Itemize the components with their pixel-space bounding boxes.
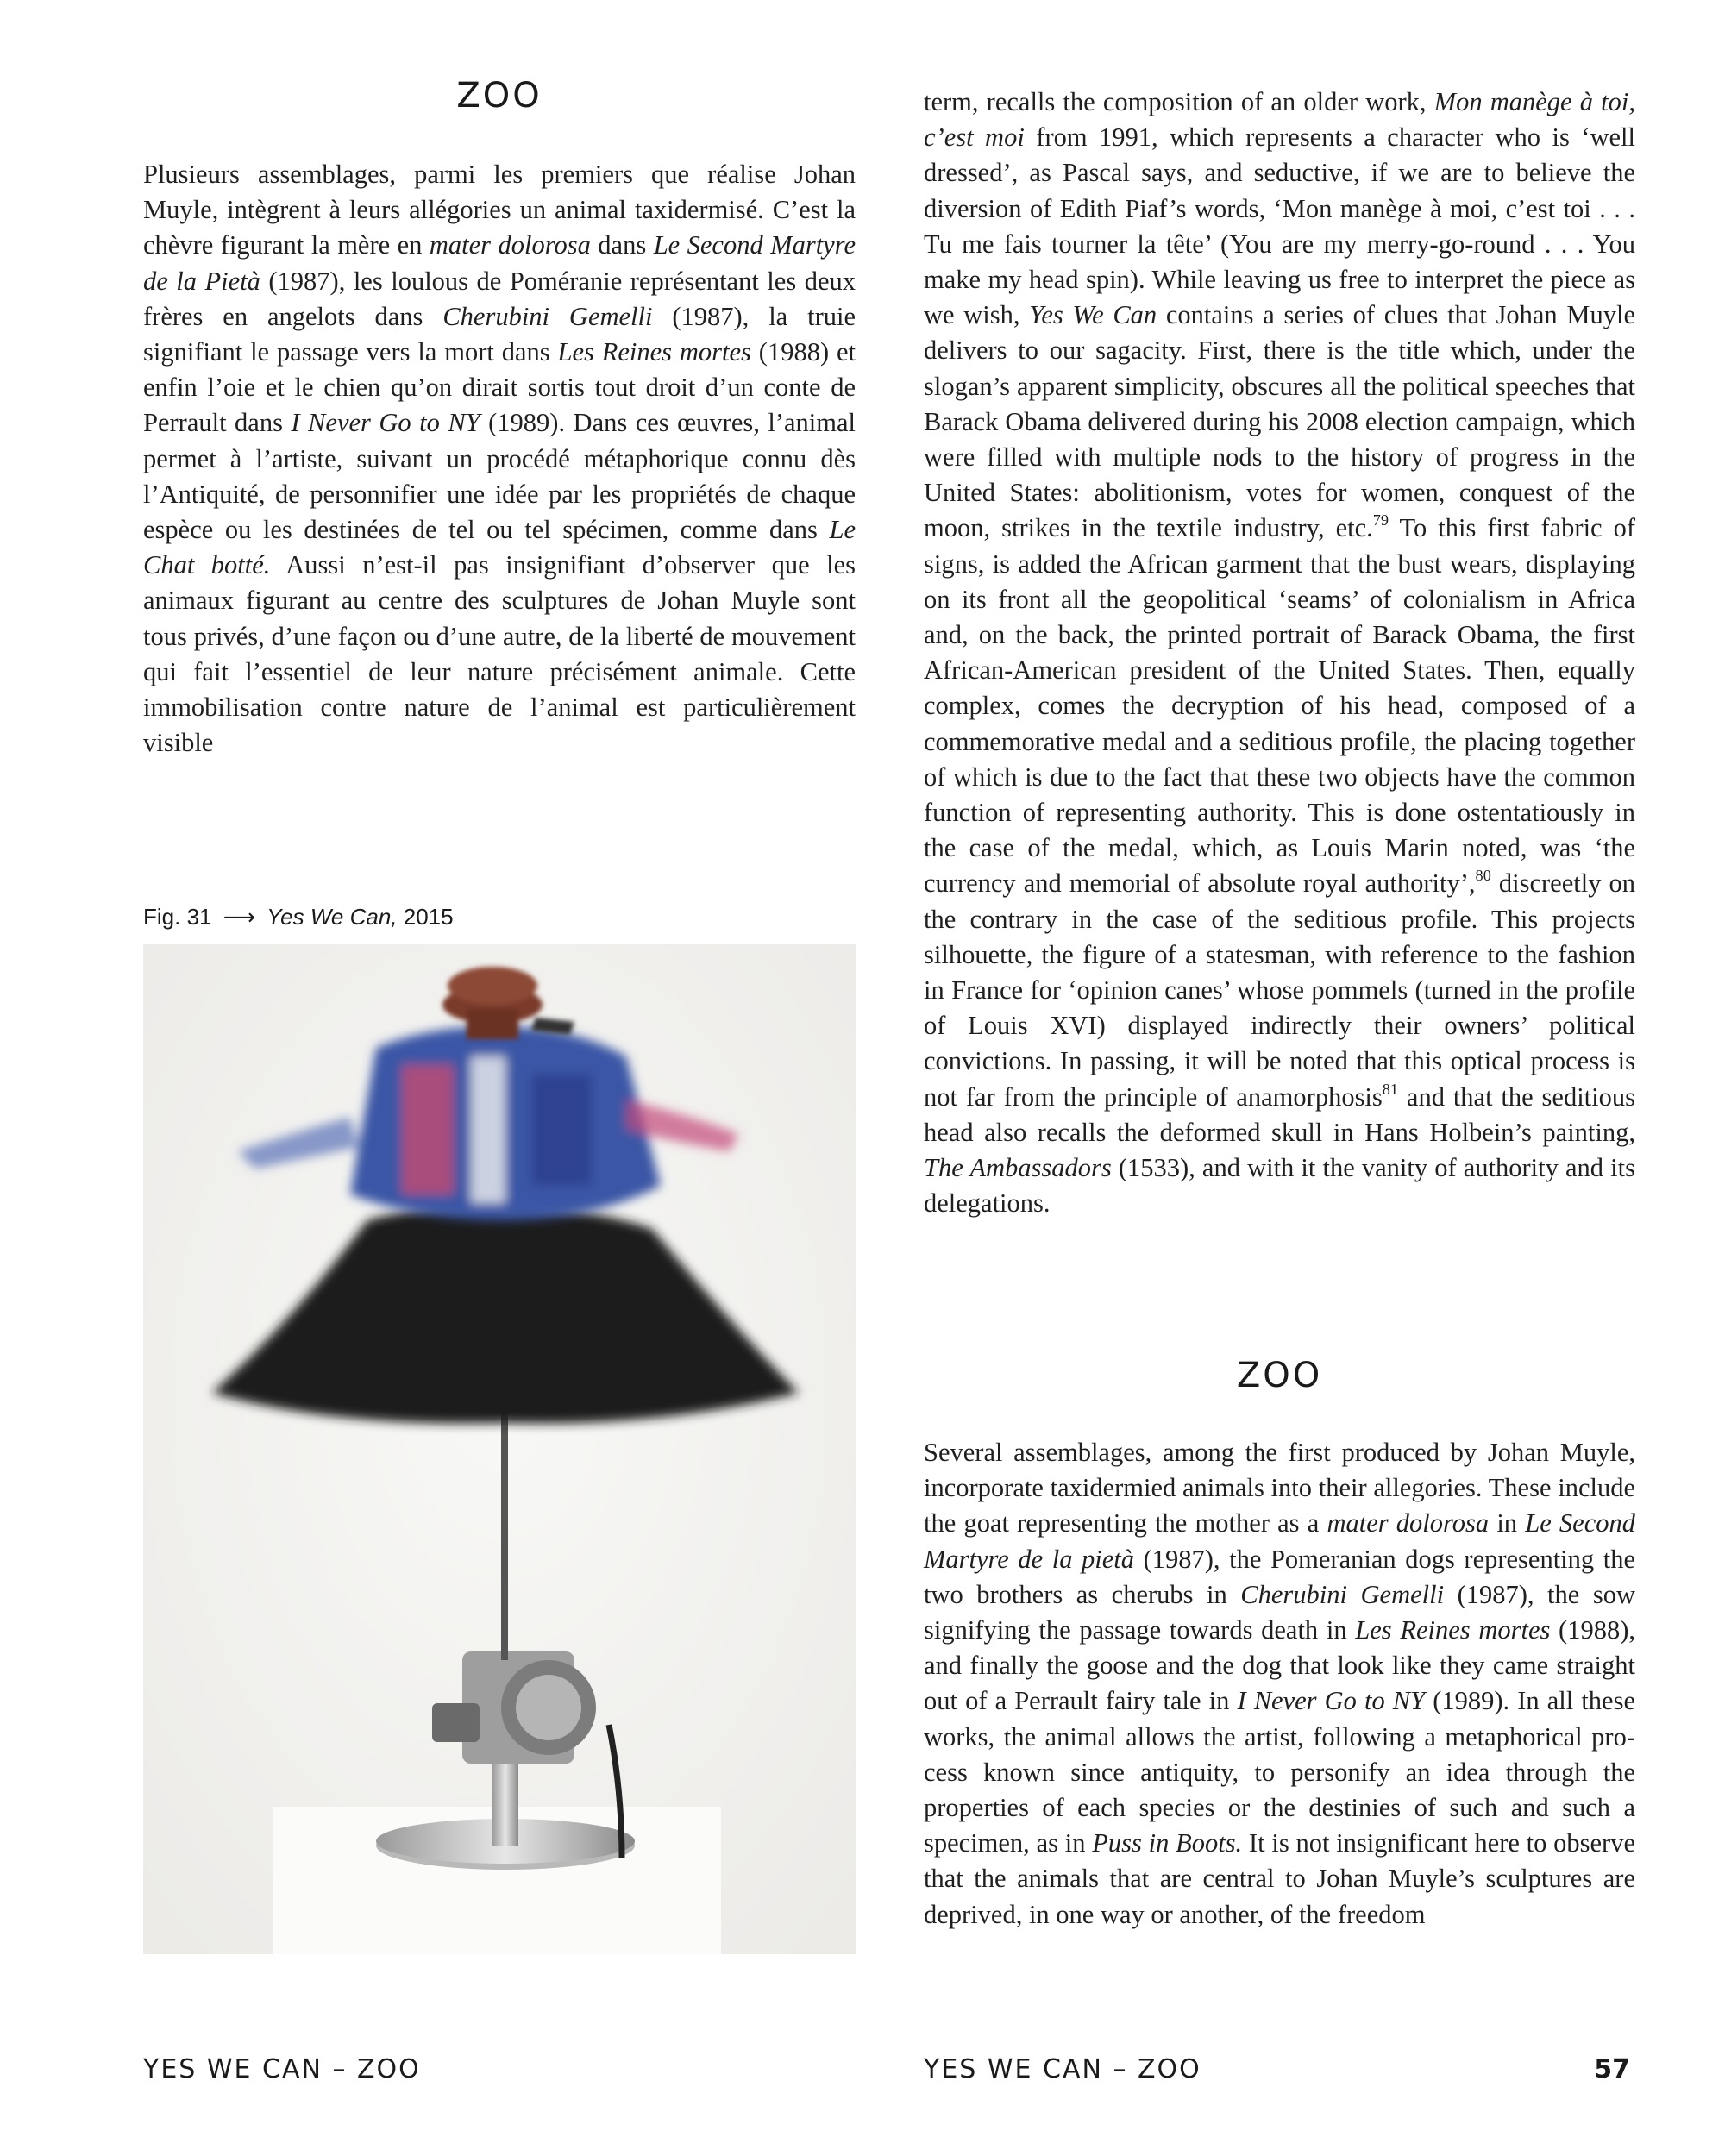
italic-title: Le Second Martyre de la Pietà (143, 230, 856, 296)
italic-title: I Never Go to NY (291, 408, 480, 438)
italic-title: mater dolorosa (429, 230, 591, 260)
italic-title: Le Chat botté. (143, 515, 856, 580)
right-body-text-zoo: Several assemblages, among the first produced by Johan Muyle, incorporate taxidermied animals into their allegories. These include the goat representing the mother as a mater dolorosa in Le Second Martyre de la pietà (1987), the Pomeranian dogs representing the two brothers as cherubs in Cherubini Gemelli (1987), the sow signifying the passage towards death in Les Reines mortes (1988), and finally the goose and the dog that look like they came straight out of a Perrault fairy tale in I Never Go to NY (1989). In all these works, the animal allows the artist, following a metaphorical process known since antiquity, to personify an idea through the properties of each species or the destinies of such and such a specimen, as in Puss in Boots. It is not insignificant here to observe that the animals that are central to Johan Muyle’s sculptures are deprived, in one way or another, of the freedom (924, 1438, 1635, 1929)
italic-title: Mon manège à toi, c’est moi (924, 87, 1635, 153)
italic-title: Le Second Martyre de la pietà (924, 1508, 1635, 1574)
italic-title: Puss in Boots. (1092, 1828, 1243, 1858)
figure-year: 2015 (403, 904, 454, 930)
footer-left-running-title: YES WE CAN – ZOO (143, 2054, 421, 2084)
footer-right-running-title: YES WE CAN – ZOO (924, 2054, 1201, 2084)
footnote-marker: 80 (1475, 867, 1491, 885)
right-body-text-continued: term, recalls the composition of an older work, Mon manège à toi, c’est moi from 1991, which represents a character who is ‘well dressed’, as Pascal says, and seductive, if we are to believe the diversion of Edith Piaf’s words, ‘Mon manège à moi, c’est toi . . . Tu me fais tourner la tête’ (You are my merry-go-round . . . You make my head spin). While leaving us free to interpret the piece as we wish, Yes We Can contains a series of clues that Johan Muyle delivers to our sagacity. First, there is the title which, under the slogan’s apparent simplicity, obscures all the political speeches that Barack Obama delivered during his 2008 election campaign, which were filled with multiple nods to the history of progress in the United States: abolitionism, votes for women, conquest of the moon, strikes in the textile industry, etc.$^{79}$ To this first fabric of signs, is added the African garment that the bust wears, displaying on its front all the geopolitical ‘seams’ of colonialism in Africa and, on the back, the printed portrait of Barack Obama, the first African-American president of the United States. Then, equally complex, comes the decryption of his head, composed of a commemorative medal and a seditious profile, the placing together of which is due to the fact that these two objects have the common function of representing authority. This is done ostentatiously in the case of the medal, which, as Louis Marin noted, was ‘the currency and memorial of absolute royal authority’,$^{80}$ discreetly on the contrary in the case of the seditious profile. This projects silhouette, the figure of a statesman, with reference to the fashion in France for ‘opinion canes’ whose pommels (turned in the profile of Louis XVI) displayed indirectly their owners’ political convictions. In passing, it will be noted that this optical process is not far from the principle of anamorphosis$^{81}$ and that the seditious head also recalls the deformed skull in Hans Holbein’s painting, The Ambassadors (1533), and with it the vanity of authority and its delegations. (924, 87, 1636, 1219)
italic-title: Les Reines mortes (1355, 1615, 1551, 1645)
italic-title: The Ambassadors (924, 1153, 1112, 1183)
page-number: 57 (1594, 2054, 1630, 2084)
italic-title: I Never Go to NY (1237, 1686, 1426, 1716)
left-body-text: Plusieurs assemblages, parmi les premiers que réalise Johan Muyle, intègrent à leurs allégories un animal taxidermisé. C’est la chèvre figurant la mère en mater dolorosa dans Le Second Martyre de la Pietà (1987), les loulous de Poméranie représentant les deux frères en angelots dans Cherubini Gemelli (1987), la truie signifiant le passage vers la mort dans Les Reines mortes (1988) et enfin l’oie et le chien qu’on dirait sortis tout droit d’un conte de Perrault dans I Never Go to NY (1989). Dans ces œuvres, l’animal permet à l’artiste, suivant un procédé métaphorique connu dès l’Antiquité, de personnifier une idée par les propriétés de chaque espèce ou les destinées de tel ou tel spécimen, comme dans Le Chat botté. Aussi n’est-il pas insignifiant d’observer que les animaux figurant au centre des sculptures de Johan Muyle sont tous privés, d’une façon ou d’une autre, de la liberté de mouvement qui fait l’essentiel de leur nature précisément animale. Cette immobilisation contre nature de l’animal est particulièrement visible (143, 160, 856, 758)
footnote-marker: 79 (1372, 511, 1389, 530)
italic-title: Cherubini Gemelli (1240, 1579, 1445, 1609)
italic-title: Les Reines mortes (557, 337, 751, 367)
figure-title: Yes We Can, (267, 904, 398, 930)
arrow-right-icon: ⟶ (223, 904, 256, 930)
italic-title: Cherubini Gemelli (442, 301, 653, 331)
italic-title: mater dolorosa (1327, 1508, 1490, 1539)
left-section-heading: ZOO (456, 76, 543, 116)
footnote-marker: 81 (1382, 1080, 1399, 1098)
figure-number: Fig. 31 (143, 904, 212, 930)
spinning-sculpture-image (143, 944, 856, 1954)
right-section-heading: ZOO (1236, 1356, 1323, 1395)
figure-caption (143, 904, 454, 931)
italic-title: Yes We Can (1029, 300, 1157, 330)
artwork-photo (143, 944, 856, 1954)
